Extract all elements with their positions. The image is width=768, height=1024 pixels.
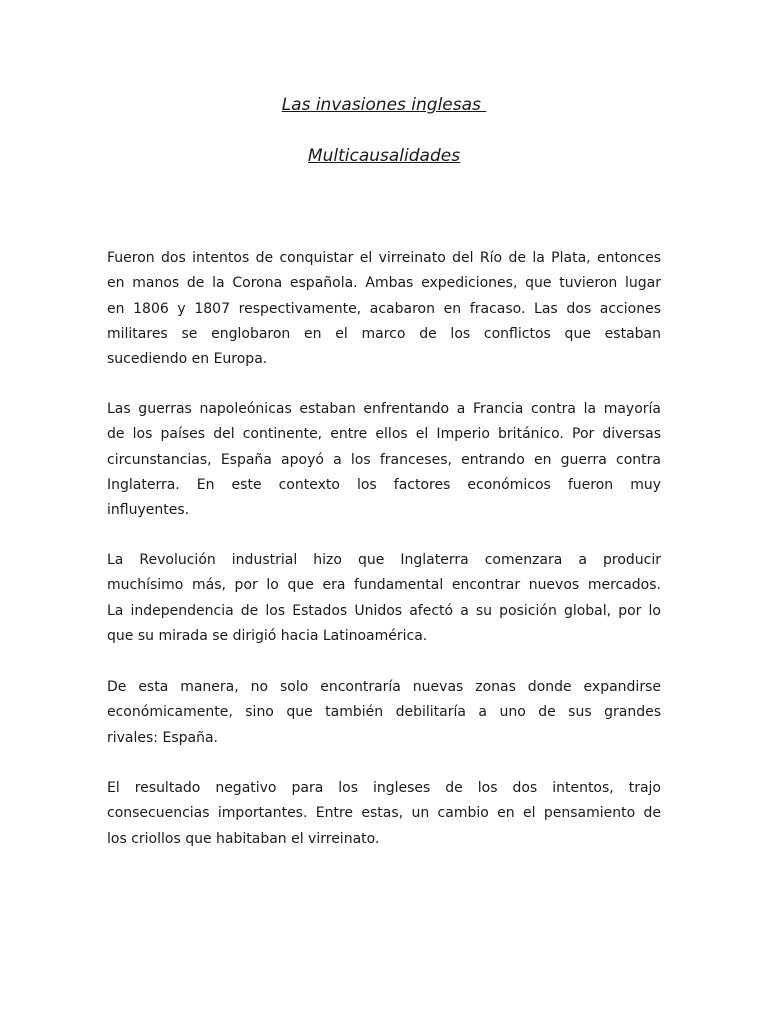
- paragraph-2: [107, 397, 661, 523]
- paragraph-5: [107, 776, 661, 852]
- paragraph-line: La Revolución industrial hizo que Inglaterra comenzara a producir: [107, 552, 661, 568]
- paragraph-line: influyentes.: [107, 502, 190, 519]
- paragraph-line: en manos de la Corona española. Ambas expediciones, que tuvieron lugar: [107, 275, 661, 292]
- paragraph-line: La independencia de los Estados Unidos afectó a su posición global, por lo: [107, 602, 661, 619]
- paragraph-4: [107, 675, 661, 751]
- paragraph-line: rivales: España.: [107, 729, 218, 746]
- paragraph-line: Inglaterra. En este contexto los factores económicos fueron muy: [107, 476, 661, 493]
- paragraph-line: Fueron dos intentos de conquistar el virreinato del Río de la Plata, entonces: [107, 250, 661, 266]
- document-title: Las invasiones inglesas: [281, 95, 487, 115]
- paragraph-line: circunstancias, España apoyó a los franceses, entrando en guerra contra: [107, 451, 661, 468]
- paragraph-1: [107, 246, 661, 372]
- paragraph-line: De esta manera, no solo encontraría nuevas zonas donde expandirse: [107, 679, 661, 695]
- paragraph-line: Las guerras napoleónicas estaban enfrentando a Francia contra la mayoría: [107, 401, 661, 417]
- paragraph-3: [107, 548, 661, 649]
- paragraph-line: los criollos que habitaban el virreinato.: [107, 830, 380, 847]
- paragraph-line: El resultado negativo para los ingleses de los dos intentos, trajo: [107, 780, 661, 796]
- paragraph-line: militares se englobaron en el marco de los conflictos que estaban: [107, 325, 661, 342]
- paragraph-line: consecuencias importantes. Entre estas, un cambio en el pensamiento de: [107, 805, 661, 822]
- paragraph-line: de los países del continente, entre ellos el Imperio británico. Por diversas: [107, 426, 661, 443]
- paragraph-line: económicamente, sino que también debilitaría a uno de sus grandes: [107, 704, 661, 721]
- paragraph-line: que su mirada se dirigió hacia Latinoamérica.: [107, 627, 428, 644]
- document-subtitle: Multicausalidades: [307, 146, 461, 166]
- paragraph-line: sucediendo en Europa.: [107, 351, 268, 368]
- paragraph-line: en 1806 y 1807 respectivamente, acabaron en fracaso. Las dos acciones: [107, 300, 661, 317]
- paragraph-line: muchísimo más, por lo que era fundamental encontrar nuevos mercados.: [107, 577, 661, 594]
